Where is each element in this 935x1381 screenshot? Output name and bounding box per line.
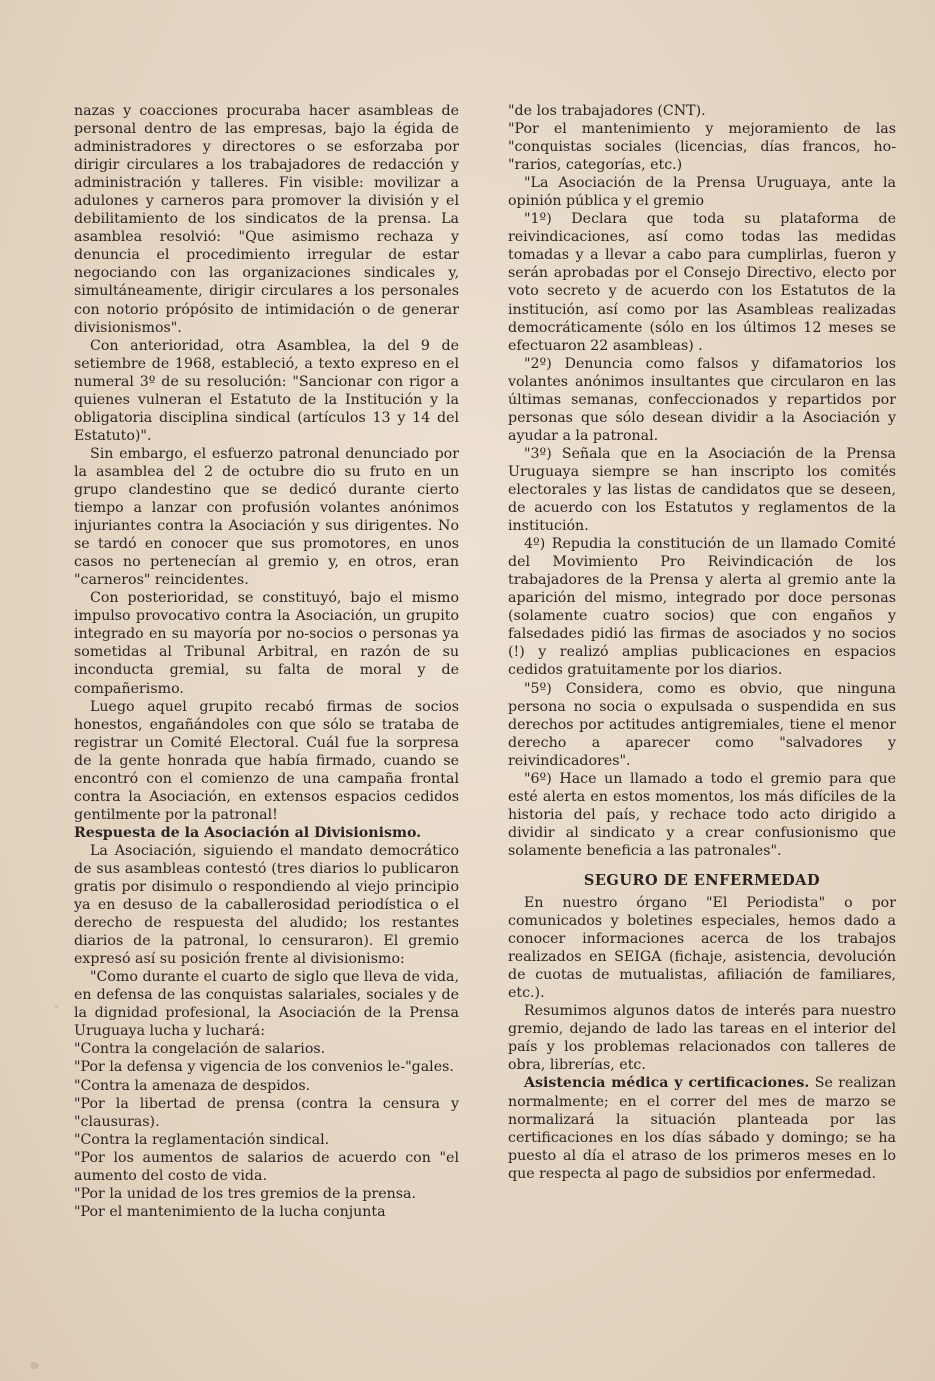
section-heading: Respuesta de la Asociación al Divisionismo. [74,824,422,841]
list-item: "Contra la amenaza de despidos. [74,1077,311,1094]
paragraph: Sin embargo, el esfuerzo patronal denunciado por la asamblea del 2 de octubre dio su fruto en un grupo clandestino que se dedicó durante cierto tiempo a lanzar con profusión volantes anónimos injuriantes contra la Asociación y sus dirigentes. No se tardó en conocer que sus promotores, en unos casos no pertenecían al gremio y, en otros, eran "carneros" reincidentes. [74,445,459,589]
list-item: "Por la libertad de prensa (contra la censura y "clausuras). [74,1095,459,1130]
list-item: "Por el mantenimiento de la lucha conjunta [74,1203,386,1220]
paragraph: "5º) Considera, como es obvio, que ninguna persona no socia o expulsada o suspendida en sus derechos por actitudes antigremiales, tiene el menor derecho a aparecer como "salvadores y reivindicadores". [508,680,896,769]
paragraph: En nuestro órgano "El Periodista" o por comunicados y boletines especiales, hemos dado a conocer informaciones acerca de los trabajos realizados en SEIGA (fichaje, asistencia, devolución de cuotas de mutualistas, afiliación de familiares, etc.). [508,895,896,1002]
paragraph: "La Asociación de la Prensa Uruguaya, ante la opinión pública y el gremio [508,175,896,210]
list-item: "Por la defensa y vigencia de los convenios le-"gales. [74,1059,454,1076]
paragraph: La Asociación, siguiendo el mandato democrático de sus asambleas contestó (tres diarios lo publicaron gratis por disimulo o respondiendo al viejo principio ya en desuso de la caballerosidad periodística o el derecho de respuesta del aludido; los restantes diarios de la patronal, lo censuraron). El gremio expresó así su posición frente al divisionismo: [74,842,459,968]
subheading: Asistencia médica y certificaciones. [524,1075,810,1092]
paragraph: "2º) Denuncia como falsos y difamatorios los volantes anónimos insultantes que circularon en las últimas semanas, confeccionados y repartidos por personas que sólo desean dividir a la Asociación y ayudar a la patronal. [508,355,896,444]
list-item: "Contra la reglamentación sindical. [74,1131,330,1148]
paragraph: Resumimos algunos datos de interés para nuestro gremio, dejando de lado las tareas en el interior del país y los problemas relacionados con talleres de obra, librerías, etc. [508,1003,896,1074]
paragraph-text: Se realizan normalmente; en el correr del mes de marzo se normalizará la situación planteada por las certificaciones en los días sábado y domingo; se ha puesto al día el atraso de los primeros meses en lo que respecta al pago de subsidios por enfermedad. [508,1075,897,1182]
section-heading: SEGURO DE ENFERMEDAD [583,871,821,889]
paragraph: Con anterioridad, otra Asamblea, la del 9 de setiembre de 1968, estableció, a texto expreso en el numeral 3º de su resolución: "Sancionar con rigor a quienes vulneran el Estatuto de la Institución y la obligatoria disciplina sindical (artículos 13 y 14 del Estatuto)". [74,337,459,444]
paragraph: Luego aquel grupito recabó firmas de socios honestos, engañándoles con que sólo se trataba de registrar un Comité Electoral. Cuál fue la sorpresa de la gente honrada que había firmado, cuando se encontró con el comienzo de una campaña frontal contra la Asociación, en extensos espacios cedidos gentilmente por la patronal! [74,698,459,823]
paragraph: nazas y coacciones procuraba hacer asambleas de personal dentro de las empresas, bajo la égida de administradores y directores o se esforzaba por dirigir circulares a los trabajadores de redacción y administración y talleres. Fin visible: movilizar a adulones y carneros para promover la división y el debilitamiento de los sindicatos de la prensa. La asamblea resolvió: "Que asimismo rechaza y denuncia el procedimiento irregular de estar negociando con las organizaciones sindicales y, simultáneamente, dirigir circulares a los personales con notorio própósito de intimidación o de generar divisionismos". [74,103,459,336]
paragraph: "Por el mantenimiento y mejoramiento de las "conquistas sociales (licencias, días francos, ho- "rarios, categorías, etc.) [508,121,896,174]
paper-stain [30,1362,39,1369]
paragraph: Con posterioridad, se constituyó, bajo el mismo impulso provocativo contra la Asociación, un grupito integrado en su mayoría por no-socios o personas ya sometidas al Tribunal Arbitral, en razón de su inconducta gremial, su falta de moral y de compañerismo. [74,590,459,697]
list-item: "Por los aumentos de salarios de acuerdo con "el aumento del costo de vida. [74,1149,459,1184]
paragraph: "1º) Declara que toda su plataforma de reivindicaciones, así como todas las medidas tomadas y a llevar a cabo para cumplirlas, fueron y serán aprobadas por el Consejo Directivo, electo por voto secreto y de acuerdo con los Estatutos de la institución, así como por las Asambleas realizadas democráticamente (sólo en los últimos 12 meses se efectuaron 22 asambleas) . [508,211,896,354]
left-column [74,102,459,1221]
paragraph: "Como durante el cuarto de siglo que lleva de vida, en defensa de las conquistas salariales, sociales y de la dignidad profesional, la Asociación de la Prensa Uruguaya lucha y luchará: [74,969,459,1040]
paragraph: "6º) Hace un llamado a todo el gremio para que esté alerta en estos momentos, los más difíciles de la historia del país, y rechace todo acto dirigido a dividir al sindicato y a crear confusionismo que solamente beneficia a las patronales". [508,770,896,859]
list-item: "Por la unidad de los tres gremios de la prensa. [74,1185,417,1202]
paragraph [508,1074,896,1182]
paragraph: 4º) Repudia la constitución de un llamado Comité del Movimiento Pro Reivindicación de los trabajadores de la Prensa y alerta al gremio ante la aparición del mismo, integrado por doce personas (solamente cuatro socios) que con engaños y falsedades pidió las firmas de asociados y no socios (!) y realizó amplias publicaciones en espacios cedidos gratuitamente por los diarios. [508,536,896,679]
right-column [508,102,896,1183]
paper-stain [55,1005,58,1008]
list-item: "Contra la congelación de salarios. [74,1041,326,1058]
paragraph: "de los trabajadores (CNT). [508,103,706,119]
paragraph: "3º) Señala que en la Asociación de la Prensa Uruguaya siempre se han inscripto los comités electorales y las listas de candidatos que se deseen, de acuerdo con los Estatutos y reglamentos de la institución. [508,445,896,535]
